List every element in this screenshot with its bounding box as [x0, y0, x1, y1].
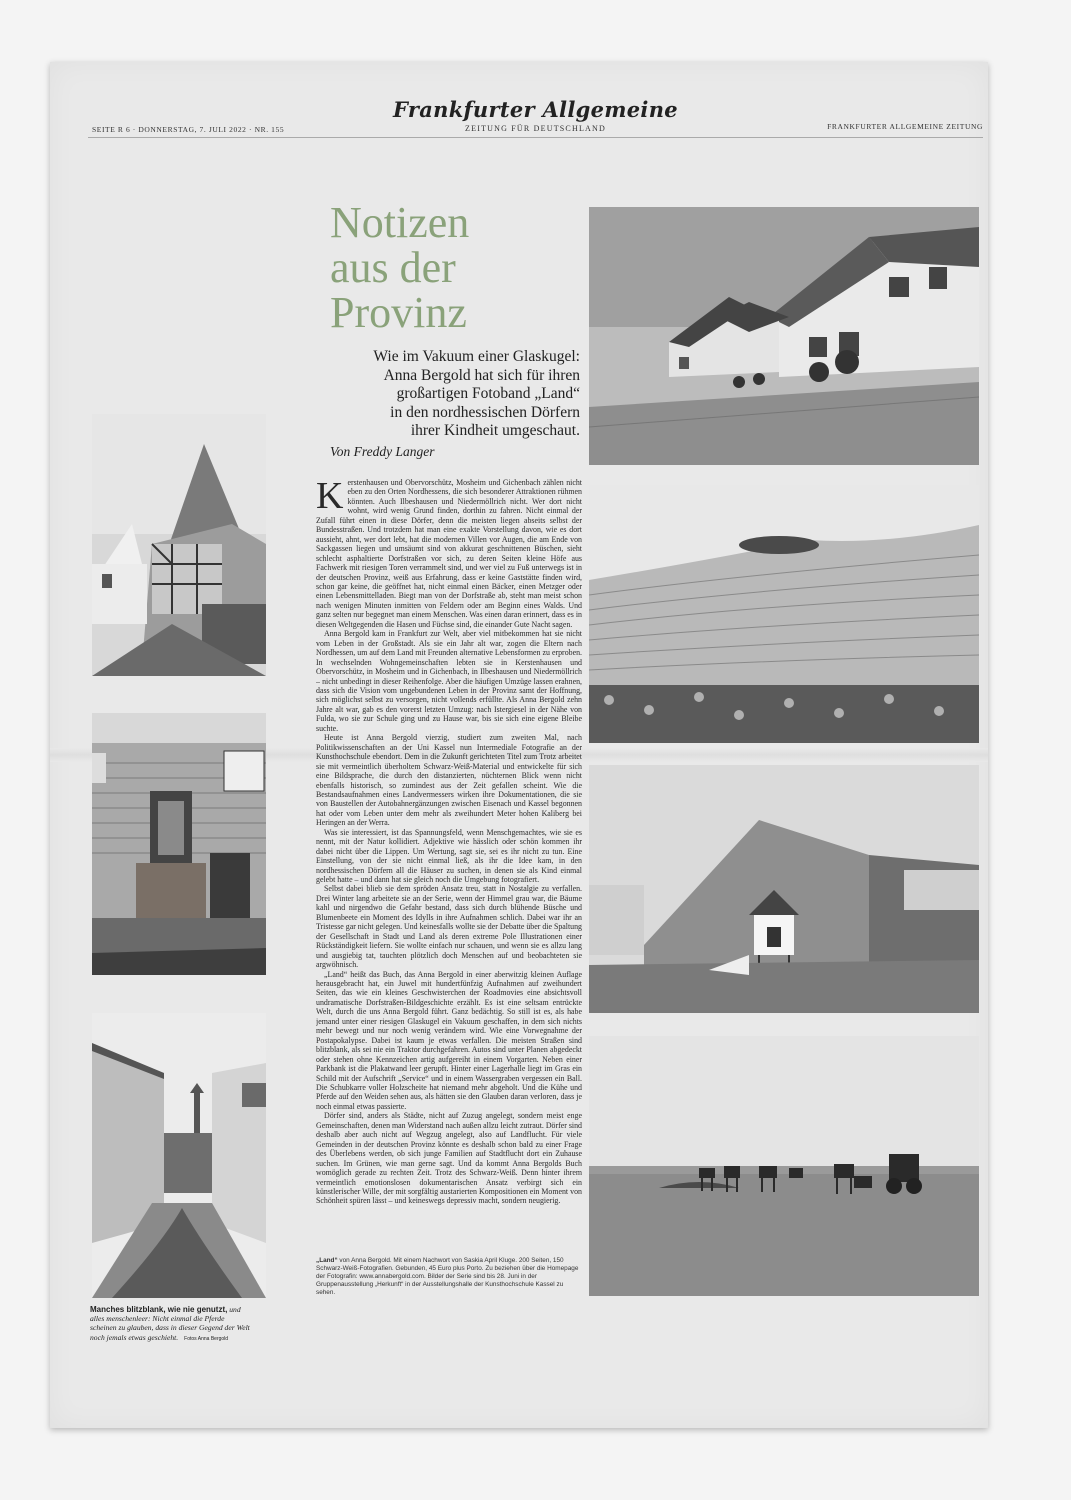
drop-cap: K [316, 478, 344, 517]
dek-line: großartigen Fotoband „Land“ [396, 385, 580, 402]
photo-modern-villas [589, 207, 979, 465]
article-body [316, 478, 582, 1248]
paragraph: Kerstenhausen und Obervorschütz, Mosheim und Gichenbach zählen nicht eben zu den Orten Nordhessens, die sich besonderer Attraktionen rühmen könnten. Auch Ilbeshausen und Niedermöllrich nicht. Wer dort nicht wohnt, wird wenig Grund finden, dorthin zu fahren. Nicht einmal der Zufall führt einen in diese Dörfer, denn die meisten liegen abseits selbst der Bundesstraßen. Und trotzdem hat man eine exakte Vorstellung davon, wie es dort aussieht, ahnt, wer dort lebt, hat die modernen Villen vor Augen, die am Ende von Sackgassen liegen und umsäumt sind von akkurat geschnittenen Büschen, sieht schlecht asphaltierte Dorfstraßen vor sich, zu deren Seiten kleine Höfe aus Fachwerk mit riesigen Toren verrammelt sind, und wer viel zu Fuß unterwegs ist in der deutschen Provinz, weiß aus Erfahrung, dass er keine Gaststätte finden wird, schon gar keine, die geöffnet hat, nicht einmal einen Bäcker, einen Metzger oder einen Lebensmittelladen. Biegt man von der Dorfstraße ab, steht man meist schon nach wenigen Minuten inmitten von Feldern oder am Beginn eines Walds. Und ganz selten nur begegnet man einem Menschen. Was einen daran erinnert, dass es in diesen Weltgegenden die Hasen und Füchse sind, die einander Gute Nacht sagen. [316, 478, 582, 629]
folio-right: FRANKFURTER ALLGEMEINE ZEITUNG [827, 122, 983, 131]
headline-line: aus der [330, 243, 456, 292]
photo-covered-field [589, 485, 979, 743]
dek-line: ihrer Kindheit umgeschaut. [410, 422, 580, 439]
book-title: „Land“ [316, 1257, 338, 1264]
photo-barn-playhouse [589, 765, 979, 1013]
photo-caption [90, 1305, 250, 1344]
book-details: von Anna Bergold. Mit einem Nachwort von Saskia April Kluge. 200 Seiten, 150 Schwarz-Weiß-Fotografien. Gebunden, 45 Euro plus Porto. Zu beziehen über die Homepage der Fotografin: www.annabergold.com. Bilder der Serie sind bis 28. Juni in der Gruppenausstellung „Herkunft“ in der Ausstellungshalle der Kunsthochschule Kassel zu sehen. [316, 1257, 579, 1296]
caption-bold: Manches blitzblank, wie nie genutzt, [90, 1305, 228, 1314]
paragraph: Was sie interessiert, ist das Spannungsfeld, wenn Menschgemachtes, wie sie es nennt, mit der Natur kollidiert. Adjektive wie hässlich oder schön kommen ihr dabei nicht über die Lippen. Um Wertung, sagt sie, sei es ihr nicht zu tun. Eine Einstellung, von der sie nicht einmal ließ, als ihr die Idee kam, in den nordhessischen Dörfern all die Häuser zu suchen, in denen sie als Kind einmal gelebt hatte – und dann hat sie gleich noch die Umgebung fotografiert. [316, 827, 582, 885]
caption-italic: und alles menschenleer: Nicht einmal die Pferde scheinen zu glauben, dass in dieser Gegend der Welt noch jemals etwas geschieht. [90, 1305, 250, 1342]
dek-line: in den nordhessischen Dörfern [390, 403, 580, 421]
paragraph: Heute ist Anna Bergold vierzig, studiert zum zweiten Mal, nach Politikwissenschaften an der Uni Kassel nun Intermediale Fotografie an der Kunsthochschule ebendort. Dem in die Zukunft gerichteten Titel zum Trotz arbeitet sie mit vermeintlich überholtem Schwarz-Weiß-Material und entwickelte für sich eine Bildsprache, die durch den distanzierten, nüchternen Blick wenn nicht ebenfalls historisch, so zumindest aus der Zeit gefallen scheint. Wie die Bestandsaufnahmen eines Landvermessers wirken ihre Dokumentationen, die sie von Baustellen der Autobahnergänzungen zwischen Eisenach und Kassel begonnen hat oder vom Leben unter dem mehr als zweihundert Meter hohen Kaliberg bei Heringen an der Werra. [316, 733, 582, 828]
paragraph: Anna Bergold kam in Frankfurt zur Welt, aber viel mitbekommen hat sie nicht vom Leben in der Großstadt. Als sie ein Jahr alt war, zogen die Eltern nach Nordhessen, um auf dem Land mit Freunden alternative Lebensformen zu erproben. In wechselnden Wohngemeinschaften lebten sie in Kerstenhausen und Obervorschütz, in Mosheim und in Gichenbach, in Ilbeshausen und Niedermöllrich – nicht unbedingt in dieser Reihenfolge. Aber die häufigen Umzüge lassen erahnen, dass sich die Vision vom ungebundenen Leben in der Provinz samt der Hoffnung, sich möglichst selbst zu versorgen, nicht vollends erfüllte. Als Anna Bergold zehn Jahre alt war, gab es den vorerst letzten Umzug: nach Istergiesel in der Nähe von Fulda, wo sie zur Schule ging und zu Hause war, bis sie sich eine eigene Bleibe suchte. [316, 629, 582, 733]
photo-horses-pasture [589, 1036, 979, 1296]
headline-line: Notizen [330, 198, 470, 247]
article-headline [330, 200, 469, 335]
photo-village-lane [92, 1013, 266, 1298]
newspaper-subtitle: ZEITUNG FÜR DEUTSCHLAND [465, 124, 606, 133]
photo-credit: Fotos Anna Bergold [184, 1335, 229, 1342]
photo-house-facade [92, 713, 266, 975]
byline: Von Freddy Langer [330, 444, 435, 459]
paragraph: „Land“ heißt das Buch, das Anna Bergold in einer aberwitzig kleinen Auflage herausgebracht hat, ein Juwel mit hundertfünfzig Aufnahmen auf zweihundert Seiten, das wie ein kleines Geschwisterchen der Roadmovies eine absichtsvoll undramatische Dorfstraßen-Bildgeschichte erzählt. Es ist eine seltsam entrückte Welt, durch die uns Anna Bergold führt. Ganz bedächtig. So still ist es, als habe jemand unter einer riesigen Glaskugel ein Vakuum geschaffen, in dem sich nichts mehr bewegt und nur noch wenig verändern wird. Wie eine Vorwegnahme der Postapokalypse. Dabei ist kaum je etwas verfallen. Die meisten Straßen sind blitzblank, als sei nie ein Traktor durchgefahren. Autos sind unter Planen abgedeckt oder stehen ohne Kennzeichen artig aufgereiht in einem Vorgarten. Neben einer Parkbank ist die Plakatwand leer gerupft. Hinter einer Lagerhalle liegt im Gras ein Schild mit der Aufschrift „Service“ und in einem Wassergraben vergessen ein Ball. Die Schubkarre voller Holzscheite hat niemand mehr abgeholt. Und die Kühe und Pferde auf den Weiden sehen aus, als hätten sie den Glauben daran verloren, dass je noch einmal etwas passierte. [316, 969, 582, 1111]
paragraph: Dörfer sind, anders als Städte, nicht auf Zuzug angelegt, sondern meist enge Gemeinschaften, denen man Widerstand nach außen allzu leicht zutraut. Dörfer sind deshalb aber auch nicht auf Wegzug angelegt, also auf Landflucht. Für viele Gemeinden in der deutschen Provinz könnte es deshalb schon bald zu einer Frage des Überlebens werden, ob sich junge Familien auf Stadtflucht dort ein Zuhause suchen. Im Grünen, wie man gerne sagt. Und da kommt Anna Bergolds Buch womöglich gerade zu rechten Zeit. Trotz des Schwarz-Weiß. Denn hinter ihrem vermeintlich emotionslosen dokumentarischen Ansatz verbirgt sich ein künstlerischer Wille, der mit sorgfältig austarierten Kompositionen ein Moment von Schönheit spüren lässt – und keineswegs depressiv macht, sondern neugierig. [316, 1111, 582, 1206]
newspaper-logo: Frankfurter Allgemeine [393, 97, 678, 122]
header-rule [88, 137, 983, 138]
dek-line: Wie im Vakuum einer Glaskugel: [373, 348, 580, 365]
photo-half-timbered-house [92, 414, 266, 676]
headline-line: Provinz [330, 288, 467, 337]
folio-left: SEITE R 6 · DONNERSTAG, 7. JULI 2022 · NR. 155 [92, 125, 285, 134]
dek-line: Anna Bergold hat sich für ihren [383, 366, 580, 384]
paragraph: Selbst dabei blieb sie dem spröden Ansatz treu, statt in Nostalgie zu verfallen. Drei Winter lang arbeitete sie an der Serie, wenn der Himmel grau war, die Bäume kahl und nirgendwo die Gefahr bestand, dass sich durch blühende Büsche und Blumenbeete ein Moment des Idylls in ihre Aufnahmen schlich. Dabei war ihr an Tristesse gar nicht gelegen. Und keinesfalls wollte sie der Debatte über die Spaltung der Gesellschaft in Stadt und Land als deren extreme Pole Illustrationen einer Rückständigkeit liefern. Sie wollte einfach nur schauen, und wenn sie es allzu lang und ausgiebig tat, tauchten plötzlich doch Menschen auf und beobachteten sie argwöhnisch. [316, 884, 582, 970]
article-dek [330, 348, 580, 441]
book-credits [316, 1257, 582, 1297]
